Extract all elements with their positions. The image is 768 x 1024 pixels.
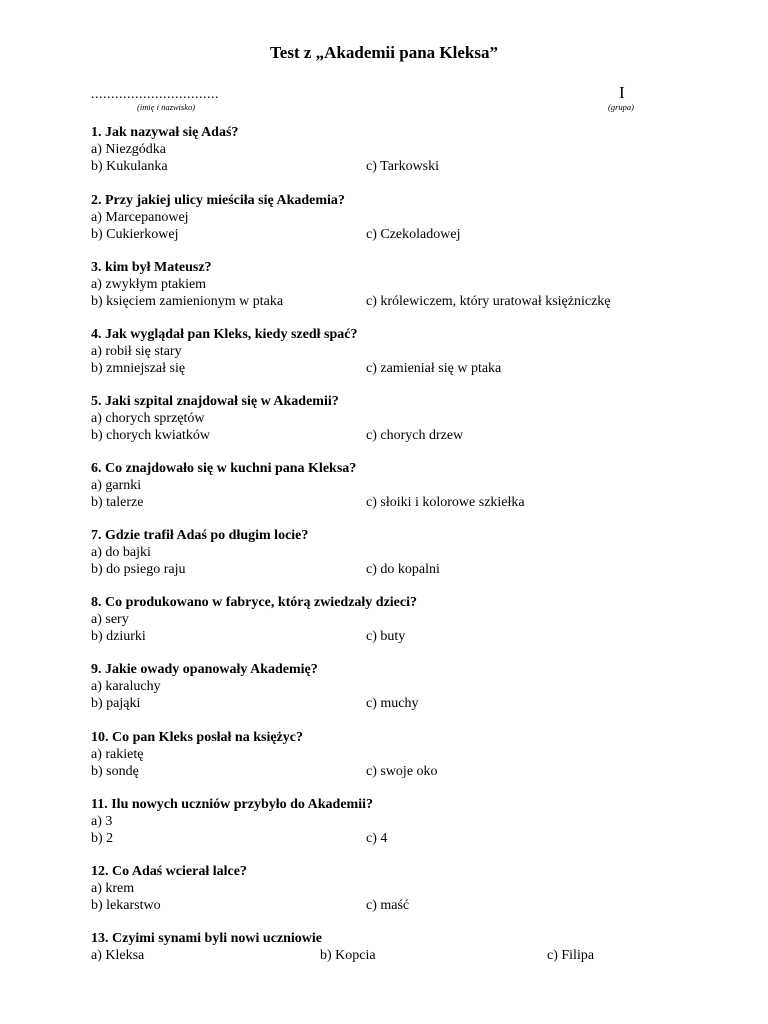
group-value: I bbox=[619, 83, 625, 102]
answer-a: a) karaluchy bbox=[91, 679, 161, 694]
question-text: 6. Co znajdowało się w kuchni pana Kleksa? bbox=[91, 461, 357, 476]
answer-b: b) sondę bbox=[91, 764, 139, 779]
answer-c: c) Tarkowski bbox=[366, 159, 440, 174]
answer-b: b) Kopcia bbox=[320, 948, 376, 963]
answer-a: a) Kleksa bbox=[91, 948, 145, 963]
answer-c: c) królewiczem, który uratował księżniczkę bbox=[366, 294, 611, 309]
answer-b: b) chorych kwiatków bbox=[91, 428, 210, 443]
answer-c: c) słoiki i kolorowe szkiełka bbox=[366, 495, 525, 510]
question-2 bbox=[91, 192, 691, 243]
answer-a: a) chorych sprzętów bbox=[91, 411, 205, 426]
question-text: 10. Co pan Kleks posłał na księżyc? bbox=[91, 730, 303, 745]
question-6 bbox=[91, 460, 691, 511]
answer-b: b) księciem zamienionym w ptaka bbox=[91, 294, 284, 309]
group-caption: (grupa) bbox=[608, 102, 634, 112]
question-12 bbox=[91, 863, 691, 914]
answer-c: c) muchy bbox=[366, 696, 419, 711]
answer-c: c) zamieniał się w ptaka bbox=[366, 361, 502, 376]
answer-a: a) 3 bbox=[91, 814, 113, 829]
question-text: 9. Jakie owady opanowały Akademię? bbox=[91, 662, 318, 677]
answer-a: a) rakietę bbox=[91, 747, 144, 762]
answer-a: a) krem bbox=[91, 881, 135, 896]
answer-b: b) lekarstwo bbox=[91, 898, 161, 913]
question-text: 13. Czyimi synami byli nowi uczniowie bbox=[91, 931, 323, 946]
question-4 bbox=[91, 326, 691, 377]
answer-a: a) do bajki bbox=[91, 545, 151, 560]
question-5 bbox=[91, 393, 691, 444]
answer-c: c) Czekoladowej bbox=[366, 227, 461, 242]
question-text: 4. Jak wyglądał pan Kleks, kiedy szedł spać? bbox=[91, 327, 358, 342]
test-title: Test z „Akademii pana Kleksa” bbox=[270, 43, 498, 62]
question-8 bbox=[91, 594, 691, 645]
question-text: 8. Co produkowano w fabryce, którą zwiedzały dzieci? bbox=[91, 595, 417, 610]
answer-c: c) Filipa bbox=[547, 948, 595, 963]
answer-a: a) Marcepanowej bbox=[91, 210, 189, 225]
question-text: 3. kim był Mateusz? bbox=[91, 260, 212, 275]
answer-c: c) maść bbox=[366, 898, 410, 913]
answer-b: b) Kukulanka bbox=[91, 159, 168, 174]
answer-a: a) zwykłym ptakiem bbox=[91, 277, 207, 292]
question-13 bbox=[91, 930, 691, 964]
question-3 bbox=[91, 259, 691, 310]
answer-a: a) Niezgódka bbox=[91, 142, 167, 157]
answer-b: b) 2 bbox=[91, 831, 114, 846]
answer-b: b) do psiego raju bbox=[91, 562, 186, 577]
answer-a: a) robił się stary bbox=[91, 344, 182, 359]
answer-b: b) dziurki bbox=[91, 629, 146, 644]
answer-b: b) talerze bbox=[91, 495, 144, 510]
question-text: 5. Jaki szpital znajdował się w Akademii? bbox=[91, 394, 339, 409]
question-text: 2. Przy jakiej ulicy mieściła się Akademia? bbox=[91, 193, 345, 208]
answer-b: b) Cukierkowej bbox=[91, 227, 179, 242]
answer-b: b) pająki bbox=[91, 696, 141, 711]
question-7 bbox=[91, 527, 691, 578]
question-1 bbox=[91, 124, 691, 175]
answer-b: b) zmniejszał się bbox=[91, 361, 186, 376]
answer-a: a) garnki bbox=[91, 478, 142, 493]
question-10 bbox=[91, 729, 691, 780]
name-blank-line: ................................ bbox=[91, 87, 219, 102]
question-text: 1. Jak nazywał się Adaś? bbox=[91, 125, 239, 140]
name-caption: (imię i nazwisko) bbox=[137, 102, 196, 112]
answer-a: a) sery bbox=[91, 612, 129, 627]
answer-c: c) 4 bbox=[366, 831, 388, 846]
answer-c: c) chorych drzew bbox=[366, 428, 464, 443]
question-11 bbox=[91, 796, 691, 847]
question-text: 7. Gdzie trafił Adaś po długim locie? bbox=[91, 528, 309, 543]
answer-c: c) buty bbox=[366, 629, 406, 644]
question-9 bbox=[91, 661, 691, 712]
answer-c: c) do kopalni bbox=[366, 562, 440, 577]
question-text: 12. Co Adaś wcierał lalce? bbox=[91, 864, 247, 879]
question-text: 11. Ilu nowych uczniów przybyło do Akademii? bbox=[91, 797, 373, 812]
answer-c: c) swoje oko bbox=[366, 764, 438, 779]
